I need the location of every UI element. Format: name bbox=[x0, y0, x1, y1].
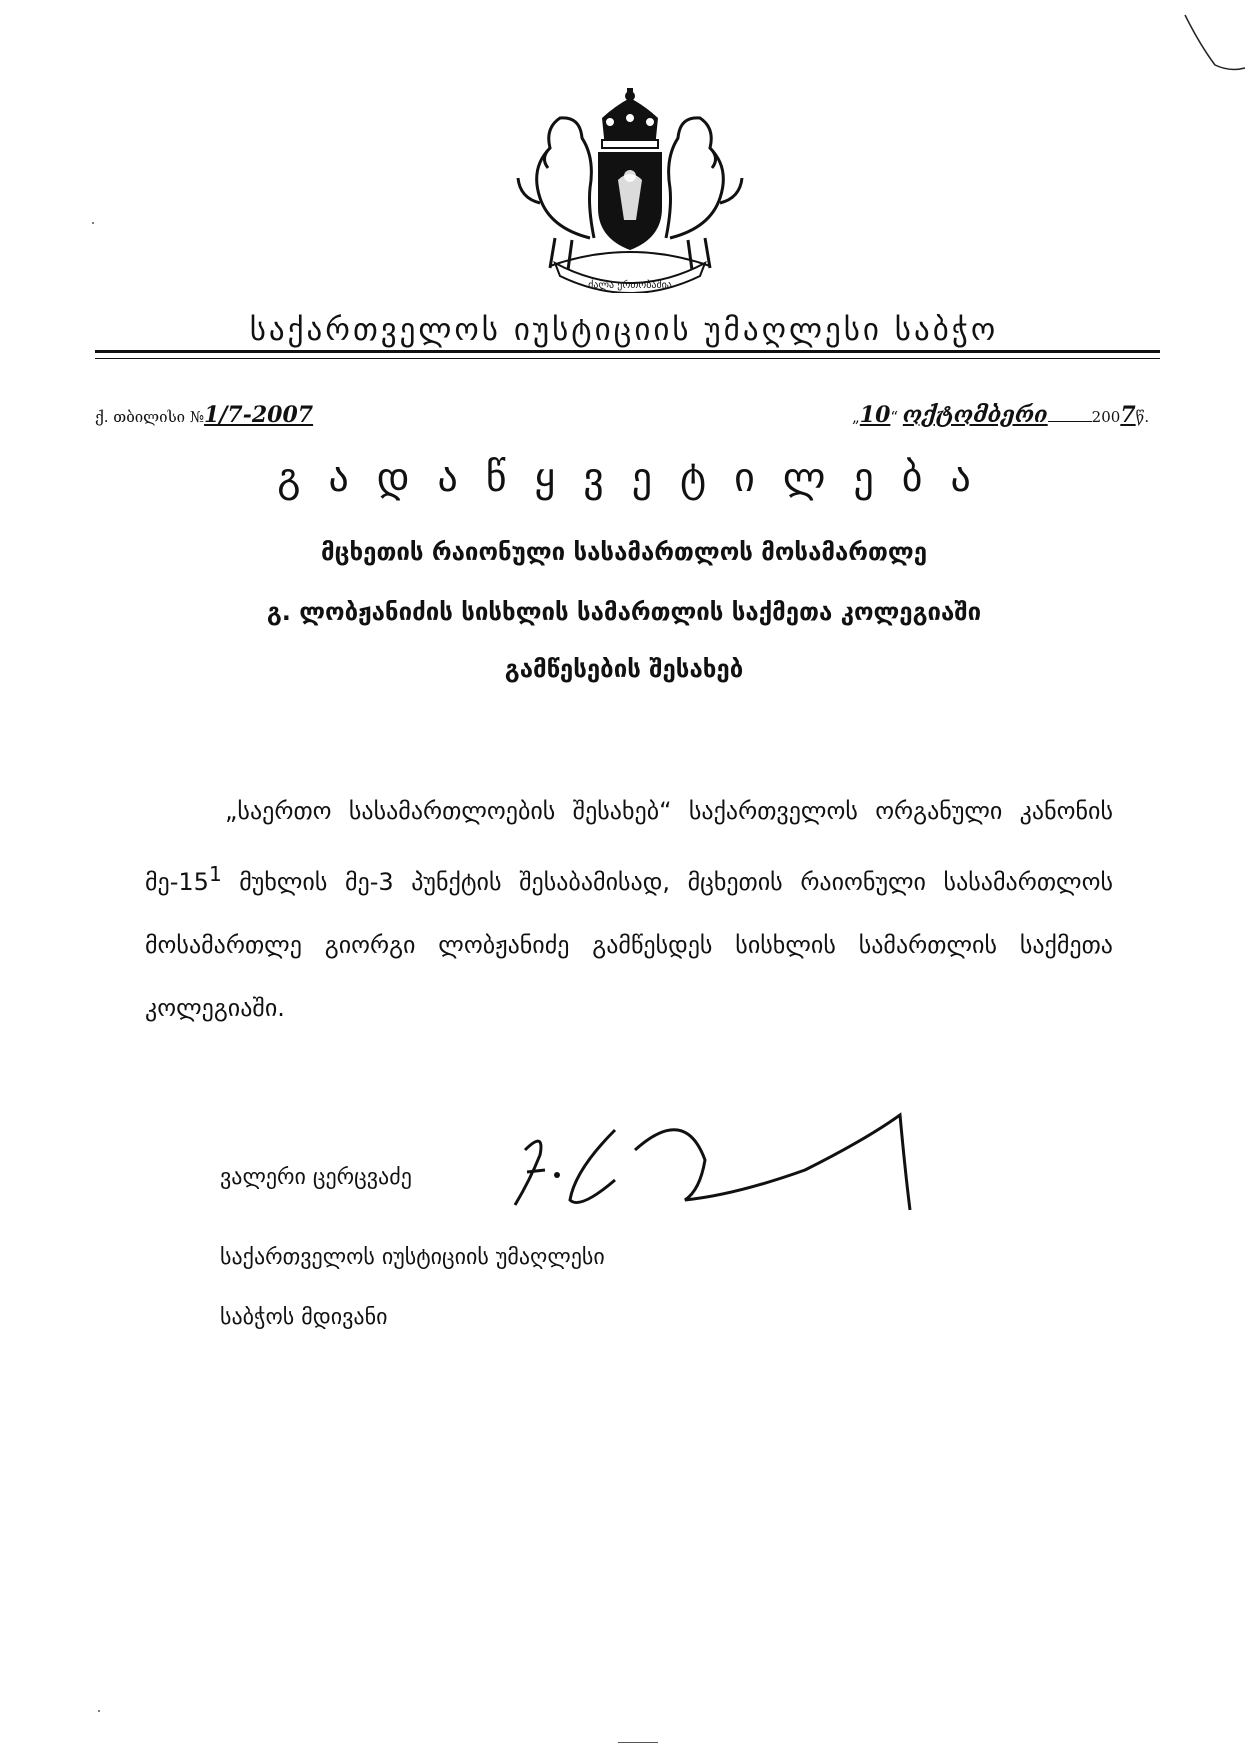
date-year-prefix: 200 bbox=[1091, 408, 1121, 426]
scan-corner-mark bbox=[1180, 10, 1248, 80]
reference-number bbox=[95, 402, 313, 428]
decree-title: გადაწყვეტილება bbox=[277, 455, 999, 501]
date-blank-line bbox=[1048, 421, 1092, 422]
body-superscript: 1 bbox=[208, 862, 222, 886]
decree-body-text bbox=[145, 780, 1113, 1040]
date-year-digit: 7 bbox=[1120, 402, 1136, 428]
body-text-part: მუხლის მე-3 პუნქტის შესაბამისად, მცხეთის რაიონული სასამართლოს მოსამართლე გიორგი ლობჟანიძე გამწესდეს სისხლის სამართლის საქმეთა კოლეგიაში. bbox=[145, 868, 1113, 1022]
svg-text:ძალა ერთობაშია: ძალა ერთობაშია bbox=[588, 280, 672, 291]
date-suffix: წ. bbox=[1135, 408, 1150, 426]
subject-line: გ. ლობჟანიძის სისხლის სამართლის საქმეთა კოლეგიაში bbox=[266, 598, 982, 626]
date-month: ოქტომბერი bbox=[902, 402, 1048, 428]
scan-speck bbox=[98, 1710, 100, 1712]
header-rule-thin bbox=[95, 358, 1160, 359]
signer-title: საბჭოს მდივანი bbox=[220, 1305, 388, 1330]
header-rule-thick bbox=[95, 350, 1160, 353]
right-lion-supporter-icon bbox=[666, 118, 742, 270]
signer-title: საქართველოს იუსტიციის უმაღლესი bbox=[220, 1245, 605, 1270]
reference-city-prefix: ქ. თბილისი № bbox=[95, 408, 205, 426]
subject-line: მცხეთის რაიონული სასამართლოს მოსამართლე bbox=[320, 538, 928, 566]
scan-speck bbox=[92, 222, 94, 224]
handwritten-signature bbox=[505, 1110, 925, 1230]
crown-icon bbox=[602, 88, 658, 148]
coat-of-arms-emblem bbox=[510, 88, 750, 293]
reference-number-value: 1/7-2007 bbox=[204, 402, 314, 428]
left-lion-supporter-icon bbox=[518, 118, 594, 270]
reference-date: „10“ ოქტომბერი 2007წ. bbox=[852, 402, 1150, 428]
shield-icon bbox=[598, 152, 662, 250]
body-text-part: „საერთო სასამართლოების შესახებ“ საქართველოს ორგანული კანონის მე-15 bbox=[145, 797, 1113, 896]
date-day: 10 bbox=[859, 402, 891, 428]
subject-line: გამწესების შესახებ bbox=[504, 655, 744, 683]
signer-name: ვალერი ცერცვაძე bbox=[220, 1165, 412, 1190]
institution-heading: საქართველოს იუსტიციის უმაღლესი საბჭო bbox=[249, 312, 999, 348]
scan-speck bbox=[618, 1742, 658, 1743]
